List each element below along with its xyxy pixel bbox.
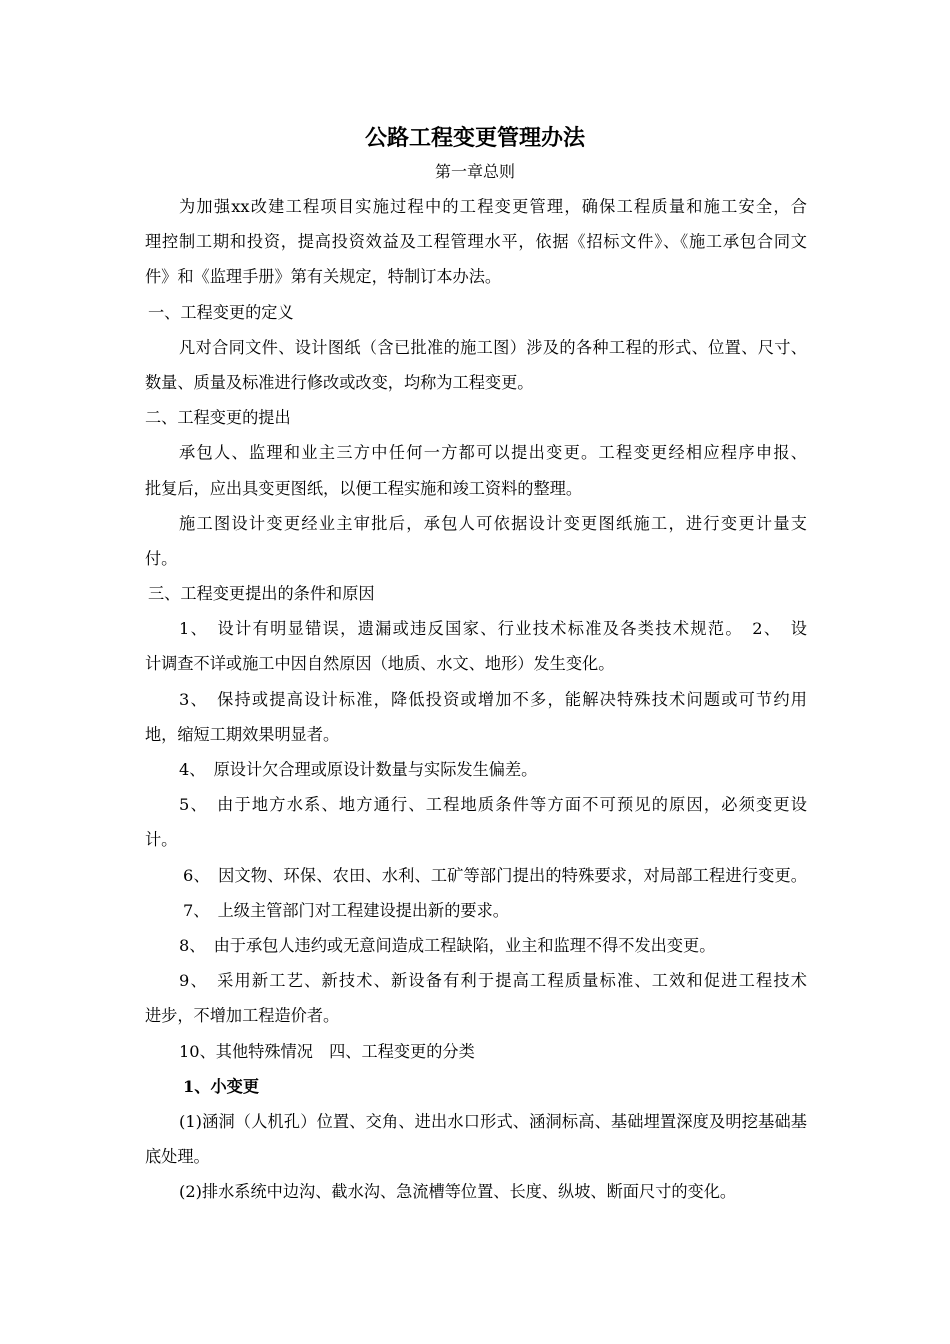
paragraph-line: (2)排水系统中边沟、截水沟、急流槽等位置、长度、纵坡、断面尺寸的变化。 — [179, 1182, 737, 1202]
section-heading: 一、工程变更的定义 — [148, 302, 294, 322]
list-item-continuation: 进步，不增加工程造价者。 — [145, 1006, 340, 1026]
list-item: 6、 因文物、环保、农田、水利、工矿等部门提出的特殊要求，对局部工程进行变更。 — [183, 865, 807, 885]
chapter-heading: 第一章总则 — [434, 162, 515, 181]
list-item: 5、 由于地方水系、地方通行、工程地质条件等方面不可预见的原因，必须变更设 — [179, 795, 807, 815]
paragraph-line: 付。 — [145, 548, 178, 568]
paragraph-line: 承包人、监理和业主三方中任何一方都可以提出变更。工程变更经相应程序申报、 — [179, 443, 807, 463]
list-item: 8、 由于承包人违约或无意间造成工程缺陷，业主和监理不得不发出变更。 — [179, 935, 716, 955]
list-item: 3、 保持或提高设计标准，降低投资或增加不多，能解决特殊技术问题或可节约用 — [179, 689, 807, 709]
list-item-continuation: 计调查不详或施工中因自然原因（地质、水文、地形）发生变化。 — [145, 654, 615, 674]
paragraph-line: 底处理。 — [145, 1147, 210, 1167]
paragraph-line: 数量、质量及标准进行修改或改变，均称为工程变更。 — [145, 372, 534, 392]
paragraph-line: 施工图设计变更经业主审批后，承包人可依据设计变更图纸施工，进行变更计量支 — [179, 513, 807, 533]
list-item: 7、 上级主管部门对工程建设提出新的要求。 — [183, 900, 509, 920]
list-item: 10、其他特殊情况 四、工程变更的分类 — [179, 1041, 475, 1061]
paragraph-line: (1)涵洞（人机孔）位置、交角、进出水口形式、涵洞标高、基础埋置深度及明挖基础基 — [179, 1111, 807, 1131]
list-item-continuation: 计。 — [145, 830, 178, 850]
paragraph-line: 件》和《监理手册》第有关规定，特制订本办法。 — [145, 267, 502, 287]
paragraph-line: 批复后，应出具变更图纸，以便工程实施和竣工资料的整理。 — [145, 478, 583, 498]
list-item: 9、 采用新工艺、新技术、新设备有利于提高工程质量标准、工效和促进工程技术 — [179, 971, 807, 991]
section-heading: 二、工程变更的提出 — [145, 408, 291, 428]
subsection-heading: 1、小变更 — [183, 1076, 260, 1096]
paragraph-line: 凡对合同文件、设计图纸（含已批准的施工图）涉及的各种工程的形式、位置、尺寸、 — [179, 337, 807, 357]
paragraph-line: 理控制工期和投资，提高投资效益及工程管理水平，依据《招标文件》、《施工承包合同文 — [145, 232, 807, 252]
document-title: 公路工程变更管理办法 — [364, 125, 585, 151]
document-body — [145, 189, 807, 1209]
list-item: 4、 原设计欠合理或原设计数量与实际发生偏差。 — [179, 760, 538, 779]
list-item: 1、 设计有明显错误，遗漏或违反国家、行业技术标准及各类技术规范。 2、 设 — [179, 619, 807, 639]
list-item-continuation: 地，缩短工期效果明显者。 — [145, 724, 340, 744]
section-heading: 三、工程变更提出的条件和原因 — [148, 584, 375, 604]
paragraph-line: 为加强xx改建工程项目实施过程中的工程变更管理，确保工程质量和施工安全，合 — [179, 197, 807, 216]
